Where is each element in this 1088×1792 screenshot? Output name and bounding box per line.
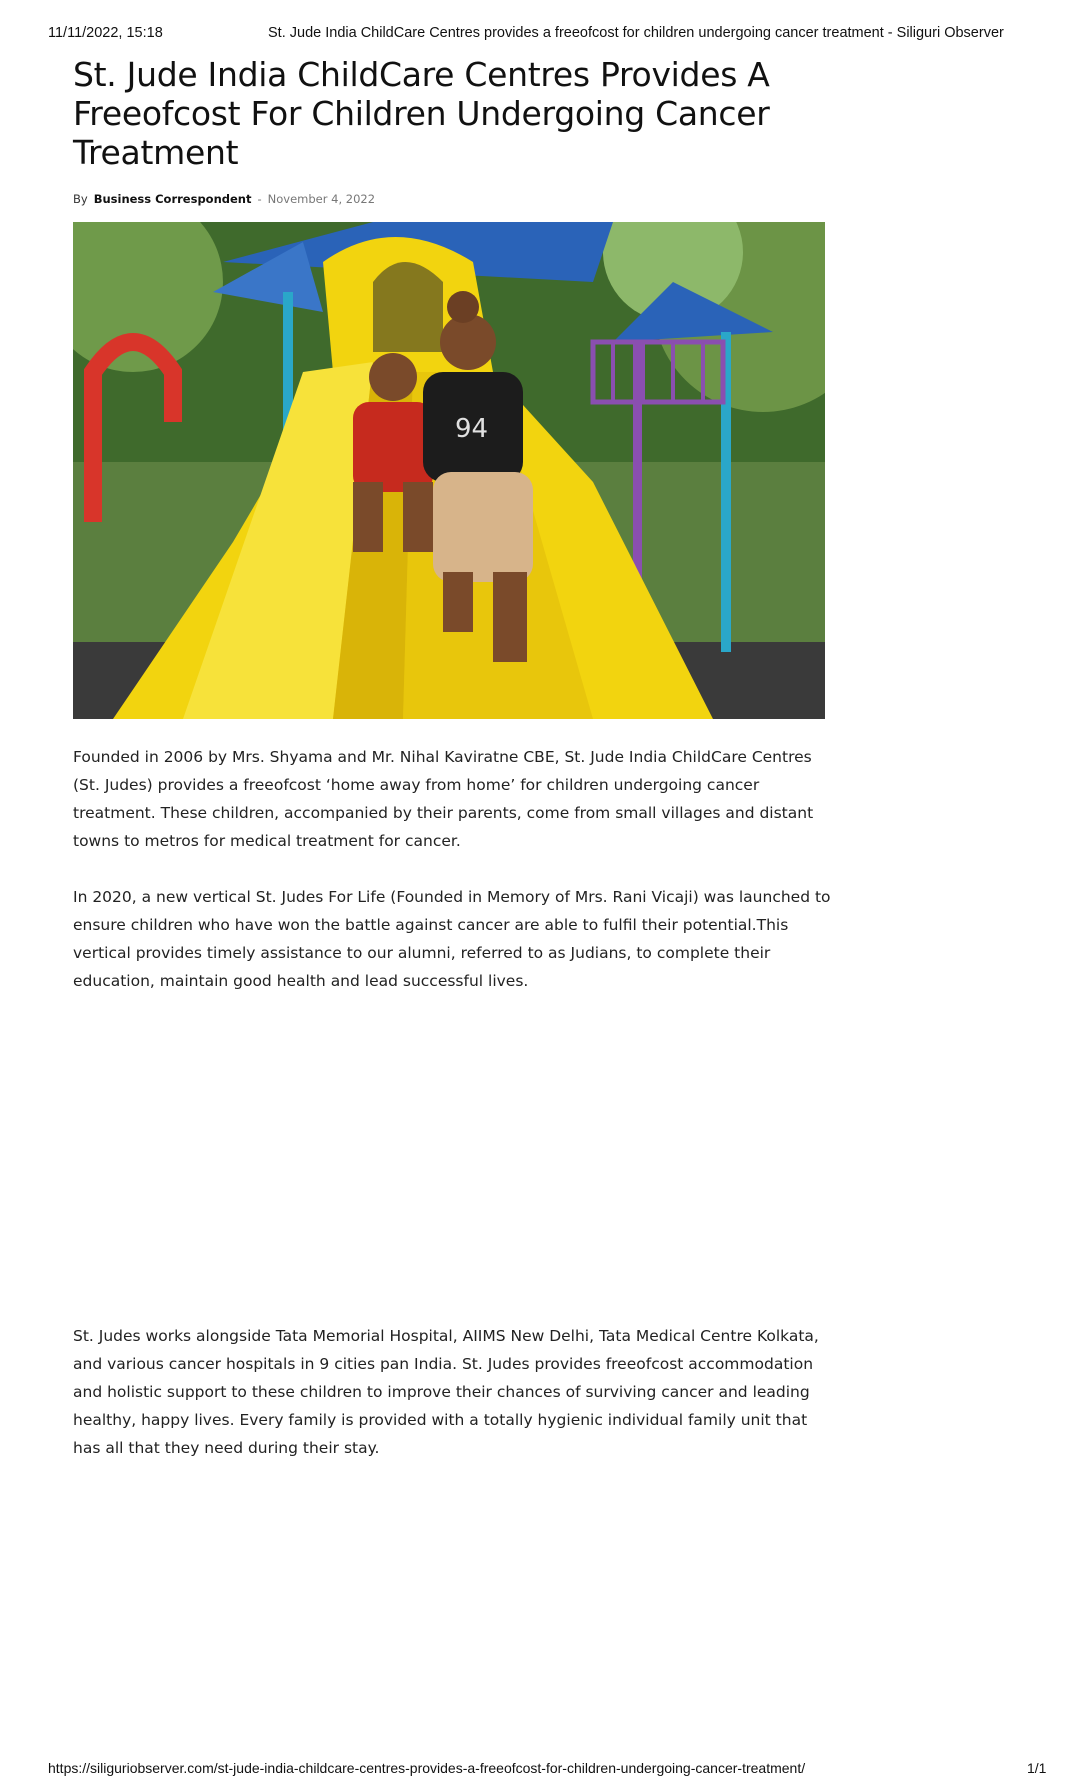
article bbox=[73, 55, 825, 719]
children-on-slide-photo bbox=[73, 222, 825, 719]
article-paragraph-2: In 2020, a new vertical St. Judes For Life (Founded in Memory of Mrs. Rani Vicaji) was launched to ensure children who have won the battle against cancer are able to fulfil their potential.This vertical provides timely assistance to our alumni, referred to as Judians, to complete their education, maintain good health and lead successful lives. bbox=[73, 888, 831, 990]
author-link[interactable]: Business Correspondent bbox=[93, 192, 252, 206]
publish-date: November 4, 2022 bbox=[267, 192, 376, 206]
svg-text:94: 94 bbox=[455, 414, 489, 444]
print-footer bbox=[0, 1752, 1088, 1782]
byline-separator: - bbox=[257, 192, 262, 206]
article-paragraph-1: Founded in 2006 by Mrs. Shyama and Mr. Nihal Kaviratne CBE, St. Jude India ChildCare Centres (St. Judes) provides a freeofcost ‘home away from home’ for children undergoing cancer treatment. These children, accompanied by their parents, come from small villages and distant towns to metros for medical treatment for cancer. bbox=[73, 748, 814, 850]
byline-by: By bbox=[73, 192, 88, 206]
page-number: 1/1 bbox=[1027, 1760, 1047, 1776]
print-header bbox=[0, 0, 1088, 40]
print-date: 11/11/2022, 15:18 bbox=[48, 25, 163, 41]
article-paragraph-3: St. Judes works alongside Tata Memorial Hospital, AIIMS New Delhi, Tata Medical Centre Kolkata, and various cancer hospitals in 9 cities pan India. St. Judes provides freeofcost accommodation and holistic support to these children to improve their chances of surviving cancer and leading healthy, happy lives. Every family is provided with a totally hygienic individual family unit that has all that they need during their stay. bbox=[73, 1327, 819, 1457]
hero-image bbox=[73, 222, 825, 719]
article-headline: St. Jude India ChildCare Centres Provides A Freeofcost For Children Undergoing Cancer Treatment bbox=[73, 55, 770, 172]
print-document-title: St. Jude India ChildCare Centres provides a freeofcost for children undergoing cancer treatment - Siliguri Observer bbox=[268, 25, 1004, 41]
byline bbox=[73, 192, 825, 206]
print-url: https://siliguriobserver.com/st-jude-india-childcare-centres-provides-a-freeofcost-for-children-undergoing-cancer-treatment/ bbox=[48, 1760, 806, 1776]
